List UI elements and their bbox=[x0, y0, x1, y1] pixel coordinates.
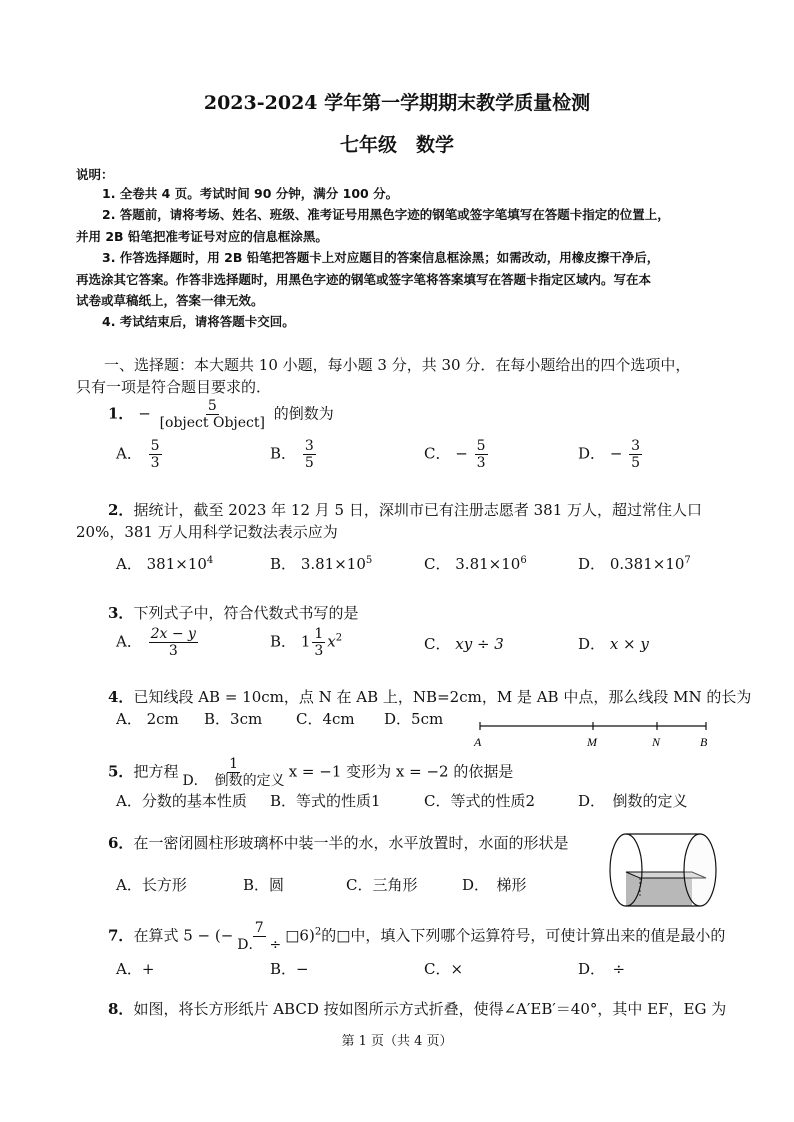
question-7: 7．在算式 5 − (− $\frac{7}{D. \div}$ □6)$^2$的□中，填入下列哪个运算符号，可使计算出来的值是最小的 bbox=[108, 920, 726, 953]
q4-option-b[interactable]: B．3cm bbox=[204, 710, 263, 728]
q7-option-c[interactable]: C．× bbox=[424, 960, 464, 978]
q3-option-a[interactable]: A． $\frac{2x - y}{3}$ bbox=[116, 626, 196, 659]
section-heading-cont: 只有一项是符合题目要求的． bbox=[76, 378, 272, 396]
q2-option-c[interactable]: C． $3.81\times 10^6$ bbox=[424, 555, 527, 573]
point-label-b: B bbox=[700, 735, 708, 749]
note-item: 3. 作答选择题时，用 2B 铅笔把答题卡上对应题目的答案信息框涂黑；如需改动，用橡皮擦干净后， bbox=[102, 250, 660, 265]
minus-sign: − bbox=[138, 404, 151, 423]
notes-label: 说明： bbox=[76, 167, 114, 182]
q5-option-c[interactable]: C．等式的性质2 bbox=[424, 792, 536, 810]
question-3: 3．下列式子中，符合代数式书写的是 bbox=[108, 604, 359, 622]
q5-option-d[interactable]: D． 倒数的定义 bbox=[578, 792, 688, 810]
cylinder-right-end bbox=[684, 834, 716, 906]
page-footer: 第 1 页（共 4 页） bbox=[341, 1034, 453, 1049]
q7-option-a[interactable]: A．+ bbox=[116, 960, 155, 978]
q1-option-c[interactable]: C． − $\frac{5}{3}$ bbox=[424, 438, 486, 471]
q3-option-c[interactable]: C． xy ÷ 3 bbox=[424, 635, 504, 653]
q4-option-a[interactable]: A． 2cm bbox=[116, 710, 179, 728]
q4-option-c[interactable]: C．4cm bbox=[296, 710, 355, 728]
fraction: $\frac{5}{\text{[object Object]}}$ bbox=[159, 398, 265, 431]
question-6: 6．在一密闭圆柱形玻璃杯中装一半的水，水平放置时，水面的形状是 bbox=[108, 834, 569, 852]
q6-option-c[interactable]: C．三角形 bbox=[346, 876, 418, 894]
question-text: 的倒数为 bbox=[273, 404, 334, 423]
q2-option-b[interactable]: B． $3.81\times 10^5$ bbox=[270, 555, 373, 573]
q5-option-a[interactable]: A．分数的基本性质 bbox=[116, 792, 247, 810]
question-number: 1． bbox=[108, 404, 134, 423]
q1-option-d[interactable]: D． − $\frac{3}{5}$ bbox=[578, 438, 641, 471]
question-4: 4．已知线段 AB = 10cm，点 N 在 AB 上，NB=2cm，M 是 AB 中点，那么线段 MN 的长为 bbox=[108, 688, 752, 706]
note-item: 试卷或草稿纸上，答案一律无效。 bbox=[76, 293, 264, 308]
note-item: 1. 全卷共 4 页。考试时间 90 分钟，满分 100 分。 bbox=[102, 186, 399, 201]
q6-option-a[interactable]: A．长方形 bbox=[116, 876, 187, 894]
q6-option-b[interactable]: B．圆 bbox=[243, 876, 285, 894]
q5-option-b[interactable]: B．等式的性质1 bbox=[270, 792, 381, 810]
q3-option-d[interactable]: D． x × y bbox=[578, 635, 649, 653]
cylinder-figure bbox=[604, 830, 724, 910]
q2-option-d[interactable]: D． $0.381\times 10^7$ bbox=[578, 555, 691, 573]
note-item: 2. 答题前，请将考场、姓名、班级、准考证号用黑色字迹的钢笔或签字笔填写在答题卡指定的位置上， bbox=[102, 207, 670, 222]
q7-option-d[interactable]: D． ÷ bbox=[578, 960, 626, 978]
segment-diagram bbox=[470, 716, 720, 750]
note-item: 再选涂其它答案。作答非选择题时，用黑色字迹的钢笔或签字笔将答案填写在答题卡指定区域内。写在本 bbox=[76, 272, 652, 287]
exam-subtitle: 七年级 数学 bbox=[339, 134, 454, 156]
question-2: 2．据统计，截至 2023 年 12 月 5 日，深圳市已有注册志愿者 381 万人，超过常住人口 bbox=[108, 501, 703, 519]
q1-option-a[interactable]: A． $\frac{5}{3}$ bbox=[116, 438, 160, 471]
point-label-m: M bbox=[587, 735, 597, 749]
point-label-a: A bbox=[474, 735, 482, 749]
question-5: 5．把方程 $\frac{1}{\text{D． 倒数的定义}}$ x = −1 变形为 x = −2 的依据是 bbox=[108, 756, 514, 789]
note-item: 4. 考试结束后，请将答题卡交回。 bbox=[102, 314, 295, 329]
note-item: 并用 2B 铅笔把准考证号对应的信息框涂黑。 bbox=[76, 229, 328, 244]
q3-option-b[interactable]: B． 1 $\frac{1}{3}$ $x^2$ bbox=[270, 626, 343, 659]
question-1 bbox=[108, 398, 334, 431]
q7-option-b[interactable]: B．− bbox=[270, 960, 309, 978]
q2-option-a[interactable]: A． $381\times 10^4$ bbox=[116, 555, 214, 573]
question-8: 8．如图，将长方形纸片 ABCD 按如图所示方式折叠，使得∠A′EB′＝40°，其中 EF，EG 为 bbox=[108, 1000, 727, 1018]
q6-option-d[interactable]: D． 梯形 bbox=[462, 876, 527, 894]
q4-option-d[interactable]: D．5cm bbox=[384, 710, 444, 728]
exam-title: 2023-2024 学年第一学期期末教学质量检测 bbox=[203, 92, 591, 114]
question-2-cont: 20%，381 万人用科学记数法表示应为 bbox=[76, 523, 338, 541]
q1-option-b[interactable]: B． $\frac{3}{5}$ bbox=[270, 438, 314, 471]
point-label-n: N bbox=[652, 735, 661, 749]
section-heading: 一、选择题：本大题共 10 小题，每小题 3 分，共 30 分．在每小题给出的四个选项中， bbox=[104, 356, 691, 374]
